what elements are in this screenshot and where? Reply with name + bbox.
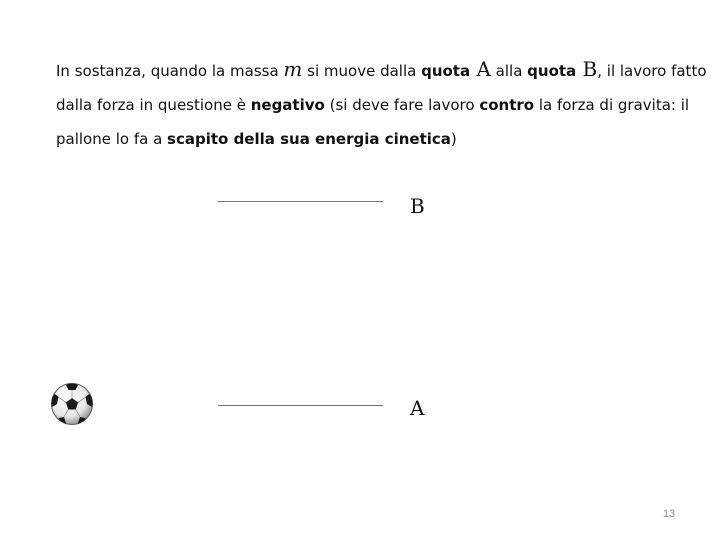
mass-symbol: m [283,57,303,81]
text-segment: ) [450,130,457,148]
bold-phrase-scapito: scapito della sua energia cinetica [167,130,451,148]
text-segment: pallone lo fa a [56,130,168,148]
bold-word-negativo: negativo [250,96,325,114]
bold-word-quota: quota [527,62,577,80]
soccer-ball-icon [50,382,94,426]
text-segment: si muove dalla [302,62,422,80]
text-segment: In sostanza, quando la massa [56,62,284,80]
level-symbol-b: B [576,57,598,81]
level-symbol-a: A [470,57,491,81]
level-label-a: A [410,396,425,420]
page-number: 13 [662,508,676,520]
body-paragraph [56,52,707,156]
text-segment: la forza di gravita: il [534,96,690,114]
paragraph-line-3 [56,122,696,156]
level-line-a [218,405,383,406]
text-segment: , il lavoro fatto [597,62,707,80]
paragraph-line-2 [56,88,696,122]
paragraph-line-1 [56,52,707,88]
text-segment: (si deve fare lavoro [324,96,480,114]
bold-word-quota: quota [421,62,471,80]
level-label-b: B [410,194,425,218]
bold-word-contro: contro [479,96,535,114]
text-segment: dalla forza in questione è [56,96,251,114]
text-segment: alla [490,62,528,80]
level-line-b [218,201,383,202]
